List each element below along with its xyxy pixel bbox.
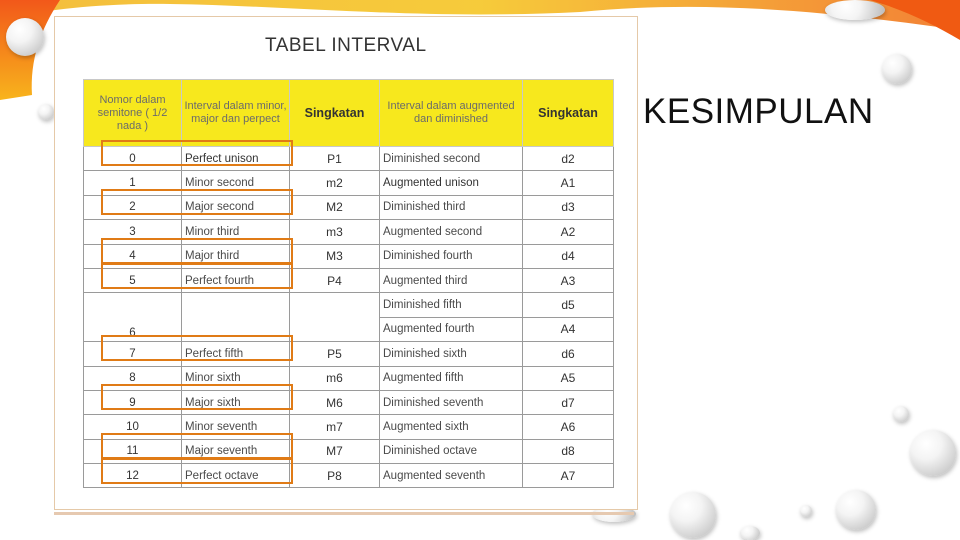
cell-semitone: 4 bbox=[84, 244, 182, 268]
cell-abbr: P4 bbox=[290, 268, 380, 292]
cell-abbr: m6 bbox=[290, 366, 380, 390]
water-droplet bbox=[38, 104, 54, 120]
cell-interval: Perfect fifth bbox=[182, 342, 290, 366]
water-droplet bbox=[836, 490, 876, 530]
cell-abbr: m3 bbox=[290, 220, 380, 244]
cell-interval: Major sixth bbox=[182, 390, 290, 414]
cell-aug-dim-abbr: d8 bbox=[523, 439, 614, 463]
cell-aug-dim: Augmented seventh bbox=[380, 464, 523, 488]
water-droplet bbox=[800, 505, 812, 517]
cell-aug-dim: Augmented second bbox=[380, 220, 523, 244]
cell-aug-dim: Augmented unison bbox=[380, 171, 523, 195]
water-droplet bbox=[6, 18, 44, 56]
cell-semitone: 9 bbox=[84, 390, 182, 414]
cell-semitone: 12 bbox=[84, 464, 182, 488]
cell-aug-dim: Diminished second bbox=[380, 147, 523, 171]
image-shadow-line bbox=[54, 512, 634, 515]
cell-semitone: 8 bbox=[84, 366, 182, 390]
water-droplet bbox=[893, 406, 909, 422]
header-aug-dim: Interval dalam augmented dan diminished bbox=[380, 80, 523, 147]
cell-aug-dim: Diminished seventh bbox=[380, 390, 523, 414]
cell-aug-dim-abbr: A7 bbox=[523, 464, 614, 488]
cell-interval: Perfect unison bbox=[182, 147, 290, 171]
cell-semitone: 6 bbox=[84, 293, 182, 342]
cell-aug-dim-abbr: A3 bbox=[523, 268, 614, 292]
cell-interval: Major seventh bbox=[182, 439, 290, 463]
header-aug-dim-abbreviation: Singkatan bbox=[523, 80, 614, 147]
cell-semitone: 7 bbox=[84, 342, 182, 366]
cell-abbr: m7 bbox=[290, 415, 380, 439]
cell-semitone: 2 bbox=[84, 195, 182, 219]
cell-aug-dim: Augmented third bbox=[380, 268, 523, 292]
cell-aug-dim: Diminished sixth bbox=[380, 342, 523, 366]
cell-aug-dim-abbr: d6 bbox=[523, 342, 614, 366]
cell-interval: Minor sixth bbox=[182, 366, 290, 390]
slide-heading: KESIMPULAN bbox=[643, 92, 874, 131]
cell-abbr bbox=[290, 293, 380, 342]
highlight-box-perfect-fourth bbox=[101, 263, 293, 289]
table-title: TABEL INTERVAL bbox=[265, 35, 427, 56]
cell-aug-dim-abbr: A5 bbox=[523, 366, 614, 390]
highlight-box-major-sixth bbox=[101, 384, 293, 410]
water-droplet bbox=[670, 492, 716, 538]
header-abbreviation: Singkatan bbox=[290, 80, 380, 147]
cell-aug-dim-abbr: d5 bbox=[523, 293, 614, 317]
cell-aug-dim-abbr: A2 bbox=[523, 220, 614, 244]
cell-semitone: 5 bbox=[84, 268, 182, 292]
cell-interval: Minor second bbox=[182, 171, 290, 195]
cell-aug-dim-abbr: d7 bbox=[523, 390, 614, 414]
cell-interval: Major third bbox=[182, 244, 290, 268]
cell-aug-dim-abbr: d4 bbox=[523, 244, 614, 268]
highlight-box-perfect-fifth bbox=[101, 335, 293, 361]
cell-semitone: 11 bbox=[84, 439, 182, 463]
cell-aug-dim-abbr: A1 bbox=[523, 171, 614, 195]
cell-interval: Minor third bbox=[182, 220, 290, 244]
cell-interval: Perfect octave bbox=[182, 464, 290, 488]
cell-semitone: 1 bbox=[84, 171, 182, 195]
header-interval: Interval dalam minor, major dan perpect bbox=[182, 80, 290, 147]
water-droplet bbox=[825, 0, 885, 20]
highlight-box-perfect-octave bbox=[101, 458, 293, 484]
highlight-box-major-second bbox=[101, 189, 293, 215]
cell-interval: Major second bbox=[182, 195, 290, 219]
highlight-box-major-seventh bbox=[101, 433, 293, 459]
water-droplet bbox=[882, 54, 912, 84]
cell-abbr: P8 bbox=[290, 464, 380, 488]
cell-abbr: m2 bbox=[290, 171, 380, 195]
cell-semitone: 0 bbox=[84, 147, 182, 171]
table-header-row bbox=[84, 80, 614, 147]
interval-table-image bbox=[54, 16, 638, 510]
cell-aug-dim-abbr: A6 bbox=[523, 415, 614, 439]
water-droplet bbox=[740, 526, 760, 540]
cell-interval: Perfect fourth bbox=[182, 268, 290, 292]
cell-semitone: 3 bbox=[84, 220, 182, 244]
cell-aug-dim: Diminished third bbox=[380, 195, 523, 219]
cell-aug-dim-abbr: A4 bbox=[523, 317, 614, 341]
cell-abbr: M3 bbox=[290, 244, 380, 268]
cell-aug-dim: Diminished fourth bbox=[380, 244, 523, 268]
table-row bbox=[84, 293, 614, 317]
cell-abbr: P1 bbox=[290, 147, 380, 171]
water-droplet bbox=[910, 430, 956, 476]
cell-aug-dim-abbr: d2 bbox=[523, 147, 614, 171]
cell-abbr: M6 bbox=[290, 390, 380, 414]
cell-semitone: 10 bbox=[84, 415, 182, 439]
cell-aug-dim: Diminished fifth bbox=[380, 293, 523, 317]
cell-aug-dim-abbr: d3 bbox=[523, 195, 614, 219]
cell-aug-dim: Augmented fourth bbox=[380, 317, 523, 341]
cell-abbr: M2 bbox=[290, 195, 380, 219]
header-semitone: Nomor dalam semitone ( 1/2 nada ) bbox=[84, 80, 182, 147]
cell-aug-dim: Augmented fifth bbox=[380, 366, 523, 390]
highlight-box-major-third bbox=[101, 238, 293, 264]
cell-interval: Minor seventh bbox=[182, 415, 290, 439]
cell-aug-dim: Augmented sixth bbox=[380, 415, 523, 439]
cell-aug-dim: Diminished octave bbox=[380, 439, 523, 463]
cell-abbr: P5 bbox=[290, 342, 380, 366]
highlight-box-perfect-unison bbox=[101, 140, 293, 166]
cell-abbr: M7 bbox=[290, 439, 380, 463]
